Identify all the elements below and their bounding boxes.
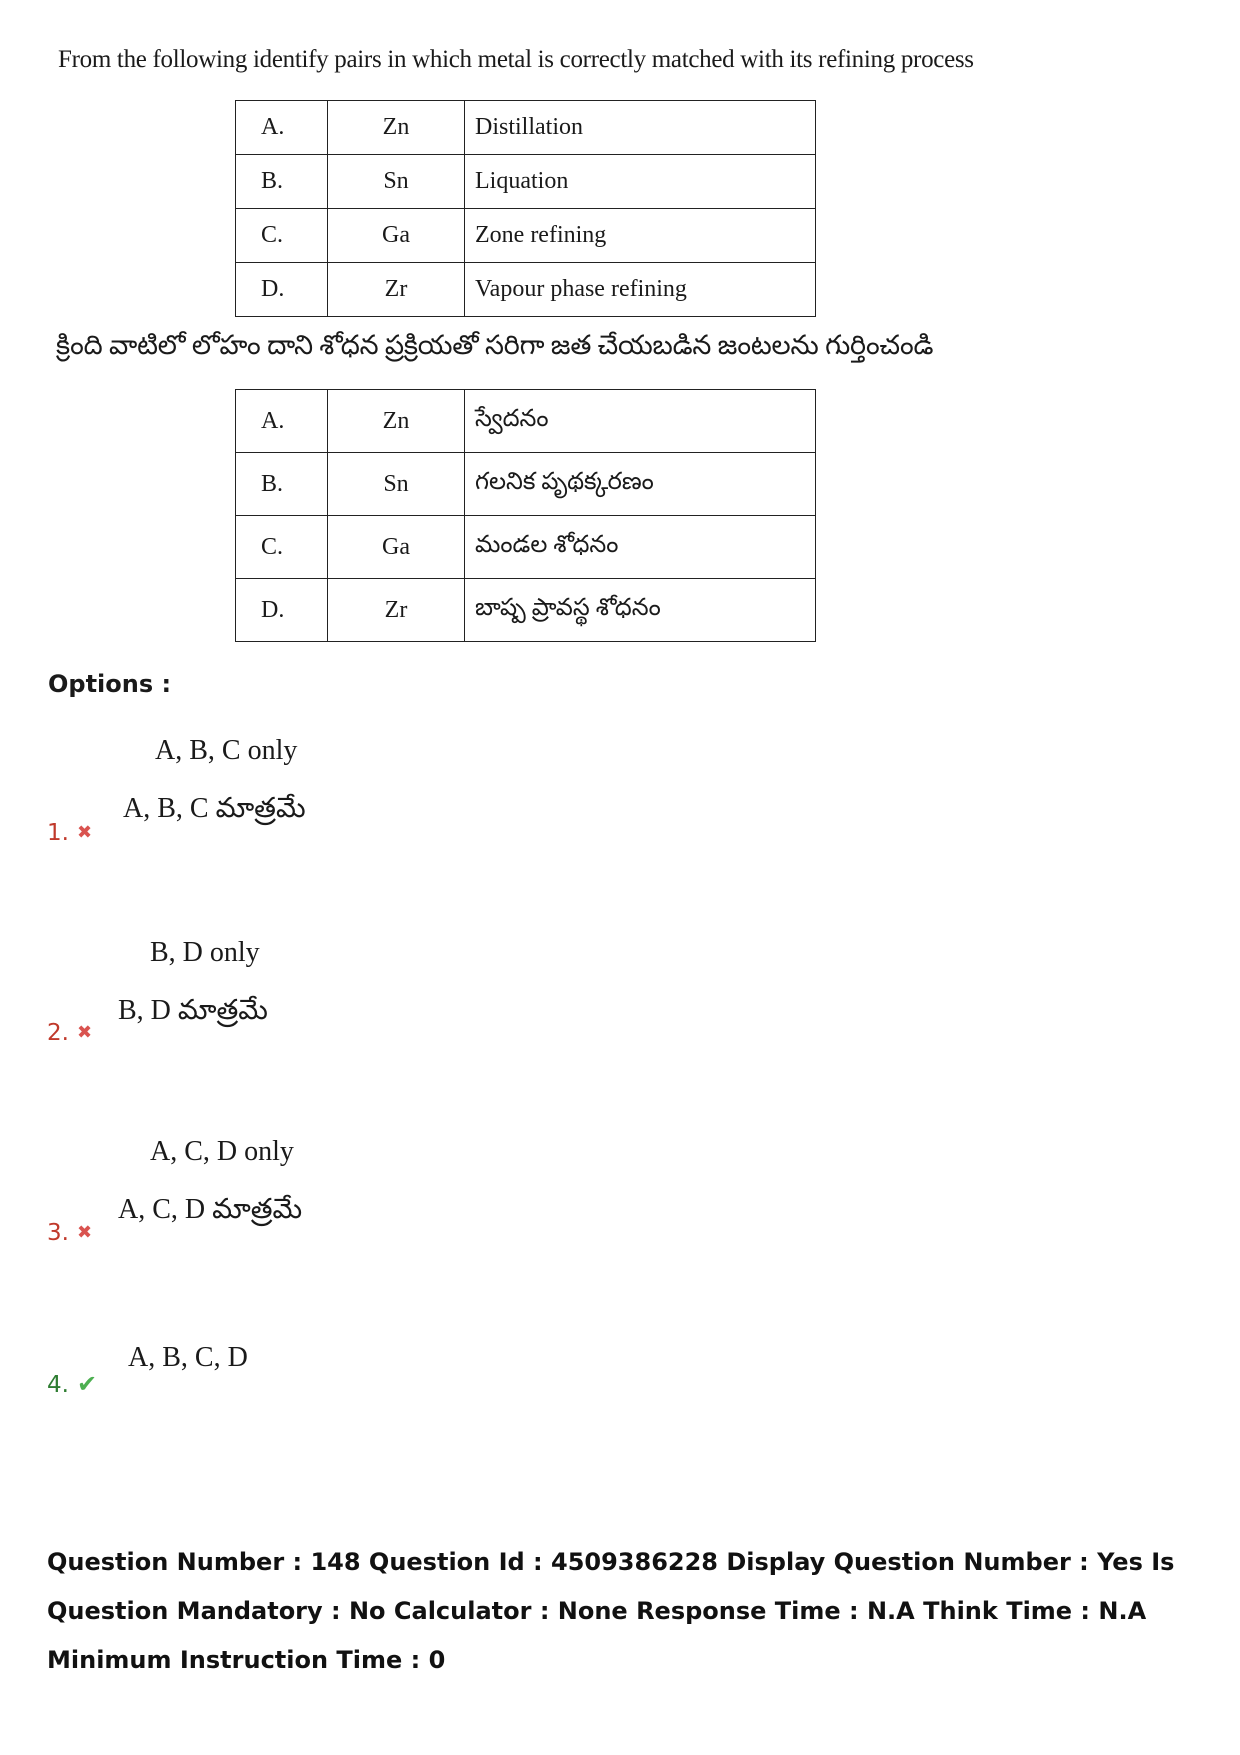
cross-icon: ✖ [76,822,93,843]
cross-icon: ✖ [76,1022,93,1043]
row-label: A. [236,390,328,453]
table-row [236,209,816,263]
option-2-number [47,1020,92,1046]
option-number: 4. [47,1372,69,1398]
table-row [236,390,816,453]
table-row [236,101,816,155]
process-cell: మండల శోధనం [465,516,816,579]
row-label: B. [236,155,328,209]
option-number: 3. [47,1220,69,1246]
cross-icon: ✖ [76,1222,93,1243]
table-row [236,263,816,317]
row-label: C. [236,209,328,263]
process-cell: గలనిక పృథక్కరణం [465,453,816,516]
metal-cell: Ga [328,209,465,263]
check-icon: ✔ [76,1370,98,1398]
process-cell: బాష్ప ప్రావస్థ శోధనం [465,579,816,642]
option-number: 1. [47,820,69,846]
metal-cell: Zr [328,263,465,317]
option-2-english: B, D only [150,937,260,968]
table-row [236,516,816,579]
process-cell: Zone refining [465,209,816,263]
table-row [236,579,816,642]
question-telugu: క్రింది వాటిలో లోహం దాని శోధన ప్రక్రియతో సరిగా జత చేయబడిన జంటలను గుర్తించండి [56,330,934,360]
option-3-telugu: A, C, D మాత్రమే [118,1194,303,1225]
option-3-english: A, C, D only [150,1136,294,1167]
option-number: 2. [47,1020,69,1046]
option-1-telugu: A, B, C మాత్రమే [123,793,306,824]
option-4-english: A, B, C, D [128,1342,248,1373]
row-label: A. [236,101,328,155]
table-row [236,155,816,209]
row-label: D. [236,579,328,642]
process-cell: Distillation [465,101,816,155]
process-cell: Liquation [465,155,816,209]
process-cell: Vapour phase refining [465,263,816,317]
metal-cell: Sn [328,453,465,516]
metal-cell: Ga [328,516,465,579]
process-cell: స్వేదనం [465,390,816,453]
row-label: D. [236,263,328,317]
match-table-english [235,100,816,317]
question-english: From the following identify pairs in which metal is correctly matched with its refining process [58,46,974,73]
row-label: B. [236,453,328,516]
metal-cell: Zn [328,390,465,453]
option-3-number [47,1220,92,1246]
question-meta: Question Number : 148 Question Id : 4509386228 Display Question Number : Yes Is Question Mandatory : No Calculator : None Response Time : N.A Think Time : N.A Minimum Instruction Time : 0 [47,1548,1175,1674]
table-row [236,453,816,516]
options-label: Options : [48,670,172,698]
metal-cell: Zr [328,579,465,642]
option-2-telugu: B, D మాత్రమే [118,995,268,1026]
match-table-telugu [235,389,816,642]
row-label: C. [236,516,328,579]
metal-cell: Sn [328,155,465,209]
option-4-number [47,1370,97,1398]
metal-cell: Zn [328,101,465,155]
option-1-number [47,820,92,846]
option-1-english: A, B, C only [155,735,298,766]
